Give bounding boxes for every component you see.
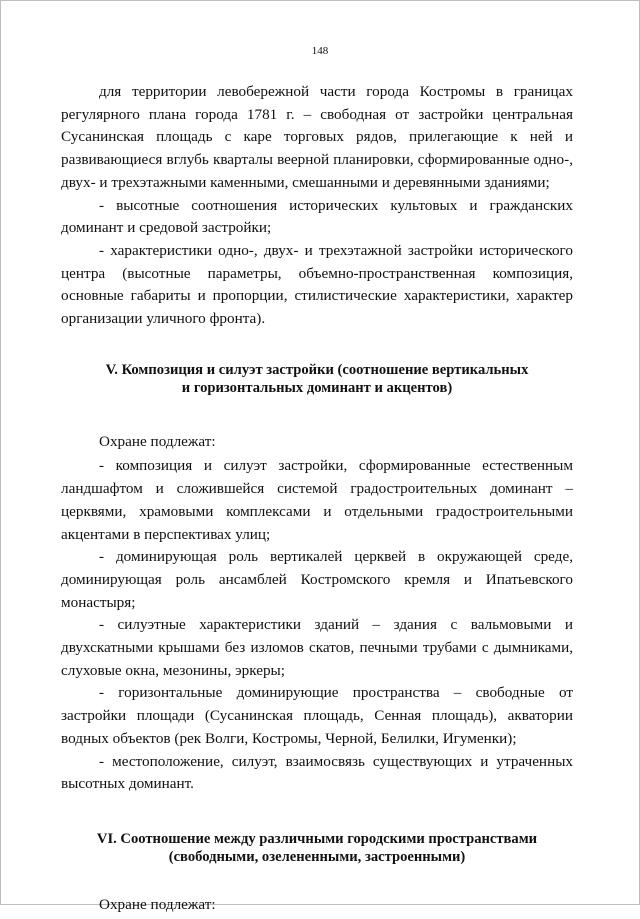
section-6-heading-line: (свободными, озелененными, застроенными): [168, 848, 466, 865]
section-6-lead: Охране подлежат:: [99, 895, 216, 913]
section-5-item: - горизонтальные доминирующие пространства – свободные от застройки площади (Сусанинская площадь, Сенная площадь), акватории водных объектов (рек Волги, Костромы, Черной, Белилки, Игуменки);: [61, 684, 573, 747]
section-5-heading: [61, 361, 573, 397]
section-5-item: - местоположение, силуэт, взаимосвязь существующих и утраченных высотных доминант.: [61, 752, 573, 793]
intro-item: - характеристики одно-, двух- и трехэтажной застройки исторического центра (высотные параметры, объемно-пространственная композиция, основные габариты и пропорции, стилистические характеристики, характер организации уличного фронта).: [61, 241, 573, 328]
section-5-lead: Охране подлежат:: [99, 432, 216, 450]
section-5-heading-line: и горизонтальных доминант и акцентов): [181, 379, 453, 396]
intro-item: - высотные соотношения исторических культовых и гражданских доминант и средовой застройки;: [61, 196, 573, 237]
page-number: 148: [311, 45, 329, 57]
section-5-item: - композиция и силуэт застройки, сформированные естественным ландшафтом и сложившейся системой градостроительных доминант – церквями, храмовыми комплексами и отдельными градостроительными акцентами в перспективах улиц;: [61, 457, 573, 543]
section-5-item: - доминирующая роль вертикалей церквей в окружающей среде, доминирующая роль ансамблей Костромского кремля и Ипатьевского монастыря;: [61, 548, 573, 611]
section-5-item: - силуэтные характеристики зданий – здания с вальмовыми и двухскатными крышами без изломов скатов, печными трубами с дымниками, слуховые окна, мезонины, эркеры;: [61, 616, 573, 679]
section-6-heading: [61, 830, 573, 866]
document-body: [61, 81, 573, 919]
section-5-heading-line: V. Композиция и силуэт застройки (соотношение вертикальных: [105, 361, 529, 378]
section-6-heading-line: VI. Соотношение между различными городскими пространствами: [96, 830, 538, 847]
intro-paragraph: для территории левобережной части города Костромы в границах регулярного плана города 1781 г. – свободная от застройки центральная Сусанинская площадь с каре торговых рядов, прилегающие к ней и развивающиеся вглубь кварталы веерной планировки, сформированные одно-, двух- и трехэтажными каменными, смешанными и деревянными зданиями;: [61, 83, 573, 191]
